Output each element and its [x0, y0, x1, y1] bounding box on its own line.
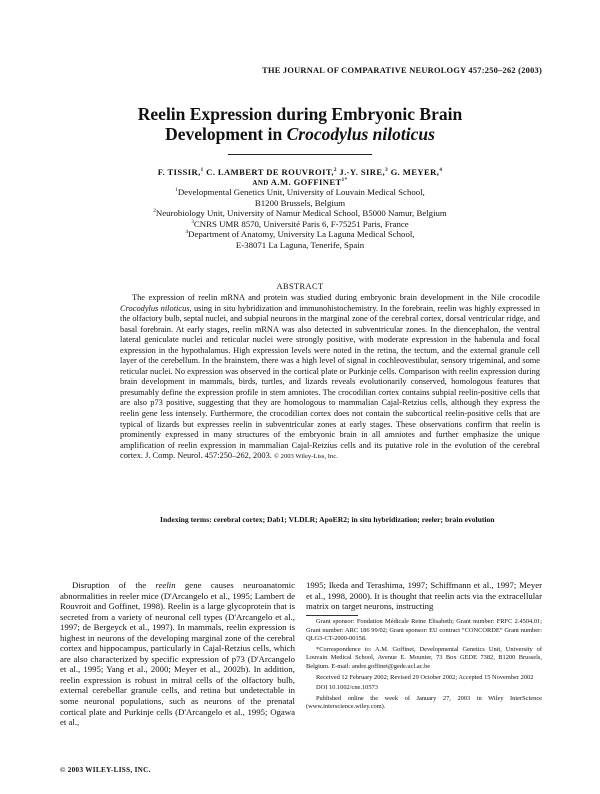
affiliation-1	[60, 187, 540, 198]
indexing-terms-label: Indexing terms:	[160, 515, 212, 524]
author-meyer: G. MEYER,	[388, 167, 440, 177]
running-head: THE JOURNAL OF COMPARATIVE NEUROLOGY 457:250–262 (2003)	[262, 66, 542, 75]
affiliation-2-number: 2	[153, 208, 156, 215]
affiliation-3-number: 3	[191, 218, 194, 225]
abstract-species: Crocodylus niloticus	[120, 303, 190, 313]
affiliation-3	[60, 219, 540, 230]
footnote-correspondence: *Correspondence to: A.M. Goffinet, Developmental Genetics Unit, University of Louvain Medical School, Avenue E. Mounier, 73 Box GEDE 7382, B1200 Brussels, Belgium. E-mail: andre.goffinet@gede.ucl.ac.be	[306, 645, 542, 670]
abstract-text-1: The expression of reelin mRNA and protein was studied during embryonic brain development in the Nile crocodile	[132, 293, 540, 302]
affiliation-4-line-1: Department of Anatomy, University La Laguna Medical School,	[188, 229, 415, 240]
abstract-heading: ABSTRACT	[276, 282, 324, 291]
author-meyer-affil: 4	[439, 167, 443, 174]
author-sire: J.-Y. SIRE,	[336, 167, 386, 177]
affiliation-1-number: 1	[175, 187, 178, 194]
author-tissir-affil: 1	[200, 167, 204, 174]
author-lambert-affil: 2	[333, 167, 337, 174]
indexing-terms	[160, 515, 516, 525]
title-line-1: Reelin Expression during Embryonic Brain	[137, 104, 463, 124]
abstract-text-2: , using in situ hybridization and immunohistochemistry. In the forebrain, reelin was highly expressed in the olfactory bulb, septal nuclei, and subpial neurons in the marginal zone of the cerebral cortex, dorsal ventricular ridge, and basal forebrain. At early stages, reelin mRNA was also detected in subventricular zones. In the diencephalon, the ventral lateral geniculate nuclei and reticular nuclei were strongly positive, with moderate expression in the habenula and focal expression in the hypothalamus. High expression levels were noted in the retina, the tectum, and the external granule cell layer of the cerebellum. In the brainstem, there was a high level of signal in cochleovestibular, sensory trigeminal, and some reticular nuclei. No expression was observed in the cortical plate or Purkinje cells. Comparison with reelin expression during brain development in mammals, birds, turtles, and lizards reveals evolutionarily conserved, homologous features that presumably define the expression profile in stem amniotes. The crocodilian cortex contains subpial reelin-positive cells that are also p73 positive, suggesting that they are homologous to mammalian Cajal-Retzius cells, although they express the reelin gene less intensely. Furthermore, the crocodilian cortex does not contain the subcortical reelin-positive cells that are typical of lizards but expresses reelin in subventricular zones at early stages. These observations confirm that reelin is prominently expressed in many structures of the embryonic brain in all amniotes and further emphasize the unique amplification of reelin expression in mammalian Cajal-Retzius cells and its putative role in the evolution of the cerebral cortex. J. Comp. Neurol. 457:250–262, 2003.	[120, 303, 540, 461]
indexing-terms-list: cerebral cortex; Dab1; VLDLR; ApoER2; in situ hybridization; reeler; brain evolution	[211, 515, 495, 524]
title-divider	[228, 154, 372, 155]
body-gene-name: reelin	[155, 580, 176, 590]
body-text-1: Disruption of the	[72, 580, 156, 590]
body-text-2: gene causes neuroanatomic abnormalities in reeler mice (D'Arcangelo et al., 1995; Lambert de Rouvroit and Goffinet, 1998). Reelin is a large glycoprotein that is secreted from a variety of neuronal cell types (D'Arcangelo et al., 1997; de Bergeyck et al., 1997). In mammals, reelin expression is highest in neurons of the developing marginal zone of the cerebral cortex and hippocampus, particularly in Cajal-Retzius cells, which are also characterized by specific expression of p73 (D'Arcangelo et al., 1995; Yang et al., 2000; Meyer et al., 2002b). In addition, reelin expression is robust in mitral cells of the olfactory bulb, external cerebellar granule cells, and retina but undetectable in some neuronal populations, such as neurons of the prenatal cortical plate and Purkinje cells (D'Arcangelo et al., 1995; Ogawa et al.,	[60, 580, 295, 728]
footnote-grant: Grant sponsor: Fondation Médicale Reine Elisabeth; Grant number: FRFC 2.4504.01; Grant number: ARC 186 99/02; Grant sponsor: EU contract “CONCORDE” Grant number: QLG3-CT-2000-00158.	[306, 618, 542, 643]
footnote-published: Published online the week of January 27, 2003 in Wiley InterScience (www.interscience.wiley.com).	[306, 694, 542, 711]
footnotes	[306, 618, 542, 714]
body-paragraph-1	[60, 580, 295, 728]
author-conjunction: AND	[252, 179, 269, 187]
title-line-2	[60, 124, 540, 144]
body-column-right: 1995; Ikeda and Terashima, 1997; Schiffmann et al., 1997; Meyer et al., 1998, 2000). It is thought that reelin acts via the extracellular matrix on target neurons, instructing	[306, 580, 542, 612]
affiliation-4	[60, 229, 540, 240]
author-goffinet-affil: 1*	[341, 177, 348, 184]
footnote-divider	[306, 615, 358, 616]
publisher-copyright: © 2003 WILEY-LISS, INC.	[60, 766, 151, 774]
abstract-body	[120, 293, 540, 463]
affiliation-1-line-1: Developmental Genetics Unit, University of Louvain Medical School,	[177, 187, 425, 197]
title-species: Crocodylus niloticus	[286, 124, 435, 144]
affiliation-1-line-2: B1200 Brussels, Belgium	[254, 197, 346, 208]
body-column-left	[60, 580, 295, 728]
footnote-doi: DOI 10.1002/cne.10573	[316, 684, 378, 692]
author-sire-affil: 3	[385, 167, 389, 174]
affiliation-3-line-1: CNRS UMR 8570, Université Paris 6, F-75251 Paris, France	[193, 218, 409, 229]
affiliations	[60, 187, 540, 251]
title-line-2-text: Development in	[165, 124, 287, 144]
author-lambert: C. LAMBERT DE ROUVROIT,	[203, 167, 334, 177]
author-goffinet: A.M. GOFFINET	[268, 177, 342, 187]
article-title	[60, 104, 540, 144]
author-tissir: F. TISSIR,	[157, 167, 201, 177]
affiliation-2-line-1: Neurobiology Unit, University of Namur Medical School, B5000 Namur, Belgium	[155, 208, 447, 219]
affiliation-2	[60, 208, 540, 219]
abstract-copyright: © 2003 Wiley-Liss, Inc.	[274, 453, 338, 461]
affiliation-4-line-2: E-38071 La Laguna, Tenerife, Spain	[235, 239, 365, 250]
footnote-received: Received 12 February 2002; Revised 29 October 2002; Accepted 15 November 2002	[316, 673, 534, 681]
affiliation-4-number: 4	[185, 229, 189, 236]
